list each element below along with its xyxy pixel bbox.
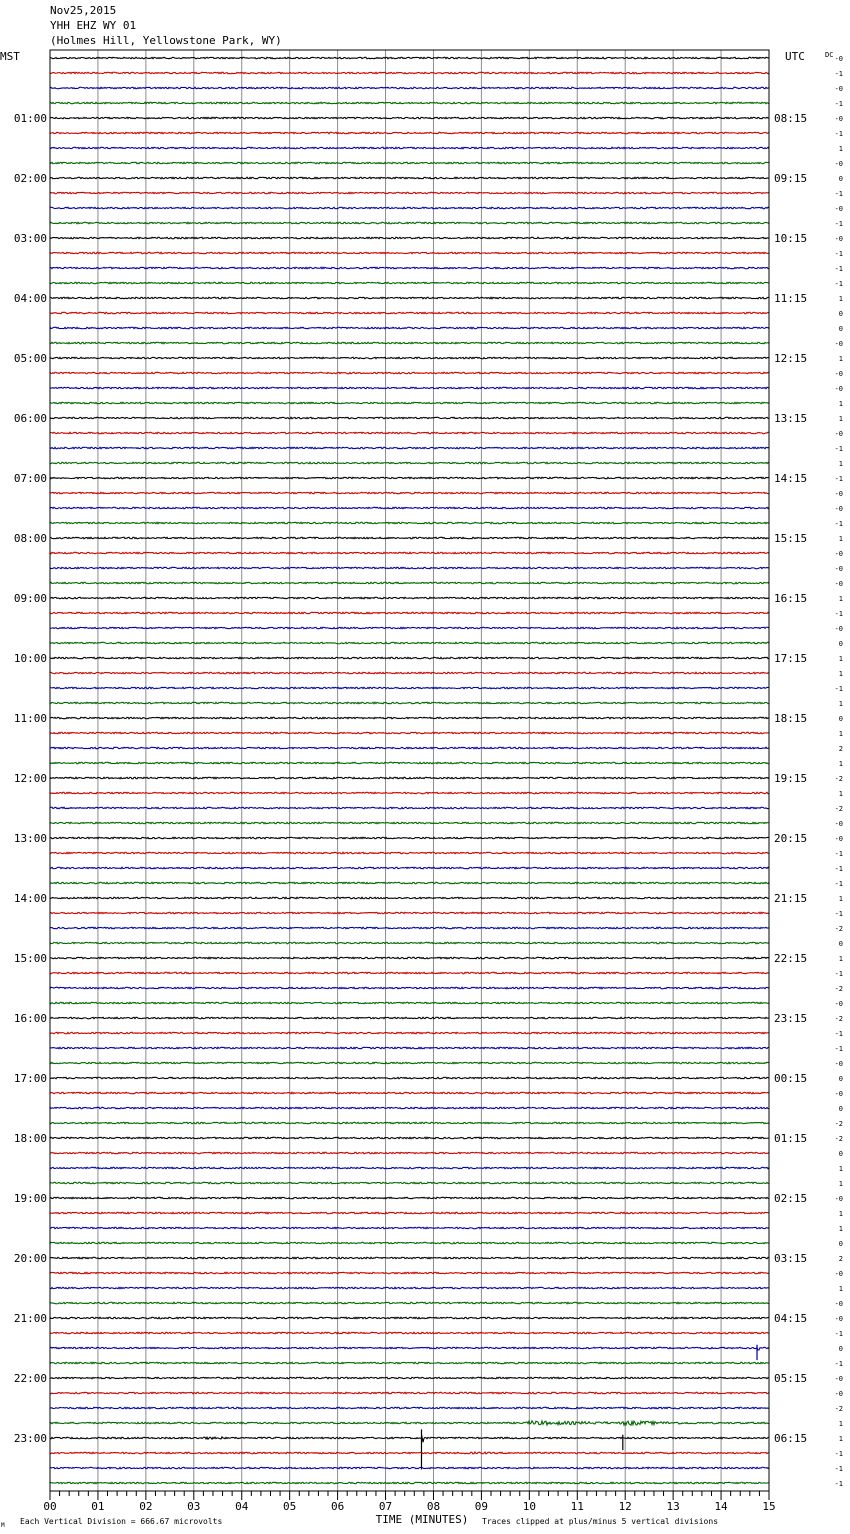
- utc-hour-label: 19:15: [774, 772, 808, 785]
- trace-line-73: [50, 1152, 769, 1154]
- dc-offset-label: 1: [838, 1435, 843, 1443]
- dc-offset-label: -0: [834, 85, 843, 93]
- dc-offset-label: 1: [838, 355, 843, 363]
- trace-line-19: [50, 342, 769, 344]
- trace-line-0: [50, 57, 769, 59]
- dc-offset-label: 1: [838, 670, 843, 678]
- utc-axis-label: UTC: [785, 50, 805, 63]
- trace-line-74: [50, 1167, 769, 1169]
- trace-line-37: [50, 612, 769, 614]
- dc-offset-label: 1: [838, 595, 843, 603]
- dc-offset-label: -1: [834, 1450, 843, 1458]
- trace-line-47: [50, 762, 769, 764]
- x-tick-label: 04: [235, 1500, 249, 1513]
- dc-offset-label: -0: [834, 1195, 843, 1203]
- trace-line-86: [50, 1347, 769, 1350]
- dc-offset-label: -1: [834, 130, 843, 138]
- dc-offset-label: 1: [838, 895, 843, 903]
- dc-offset-label: -2: [834, 1015, 843, 1023]
- trace-line-15: [50, 282, 769, 284]
- dc-offset-label: -2: [834, 985, 843, 993]
- trace-line-46: [50, 747, 769, 749]
- dc-offset-label: 2: [838, 1255, 843, 1263]
- utc-hour-label: 18:15: [774, 712, 808, 725]
- trace-line-81: [50, 1272, 769, 1274]
- utc-hour-label: 21:15: [774, 892, 808, 905]
- trace-line-54: [50, 867, 769, 869]
- trace-line-34: [50, 567, 769, 569]
- mst-hour-label: 11:00: [13, 712, 47, 725]
- trace-line-84: [50, 1317, 769, 1319]
- dc-offset-label: -0: [834, 340, 843, 348]
- trace-line-38: [50, 627, 769, 629]
- utc-hour-label: 20:15: [774, 832, 808, 845]
- dc-offset-label: 0: [838, 1150, 843, 1158]
- dc-offset-label: -1: [834, 1360, 843, 1368]
- dc-offset-label: 1: [838, 460, 843, 468]
- dc-offset-label: -0: [834, 1090, 843, 1098]
- mst-axis-label: MST: [0, 50, 20, 63]
- dc-offset-label: -0: [834, 235, 843, 243]
- trace-line-78: [50, 1227, 769, 1229]
- x-tick-label: 02: [139, 1500, 153, 1513]
- trace-line-53: [50, 852, 769, 854]
- x-tick-label: 08: [426, 1500, 441, 1513]
- dc-offset-label: -0: [834, 55, 843, 63]
- trace-line-60: [50, 957, 769, 959]
- trace-line-49: [50, 792, 769, 794]
- utc-hour-label: 13:15: [774, 412, 808, 425]
- trace-line-23: [50, 402, 769, 404]
- dc-offset-label: -2: [834, 775, 843, 783]
- mst-hour-label: 23:00: [13, 1432, 47, 1445]
- dc-offset-label: -0: [834, 835, 843, 843]
- trace-line-93: [50, 1452, 769, 1454]
- dc-offset-label: -1: [834, 1480, 843, 1488]
- x-tick-label: 15: [762, 1500, 776, 1513]
- dc-offset-label: 0: [838, 310, 843, 318]
- trace-line-25: [50, 432, 769, 434]
- trace-line-68: [50, 1077, 769, 1079]
- dc-offset-label: 1: [838, 700, 843, 708]
- dc-offset-label: -0: [834, 1375, 843, 1383]
- dc-offset-label: 2: [838, 745, 843, 753]
- utc-hour-label: 16:15: [774, 592, 808, 605]
- mst-hour-label: 10:00: [13, 652, 47, 665]
- trace-line-82: [50, 1287, 769, 1289]
- utc-hour-label: 04:15: [774, 1312, 808, 1325]
- mst-hour-label: 02:00: [13, 172, 47, 185]
- trace-line-83: [50, 1302, 769, 1304]
- trace-line-13: [50, 252, 769, 254]
- mst-hour-label: 14:00: [13, 892, 47, 905]
- dc-offset-label: -1: [834, 190, 843, 198]
- dc-offset-label: -0: [834, 385, 843, 393]
- trace-line-50: [50, 807, 769, 809]
- dc-column-label: DC: [825, 51, 834, 59]
- trace-line-21: [50, 372, 769, 374]
- trace-line-8: [50, 177, 769, 179]
- dc-offset-label: -0: [834, 1300, 843, 1308]
- trace-line-14: [50, 267, 769, 269]
- trace-line-2: [50, 87, 769, 89]
- dc-offset-label: -2: [834, 1120, 843, 1128]
- trace-line-12: [50, 237, 769, 239]
- utc-hour-label: 23:15: [774, 1012, 808, 1025]
- trace-line-64: [50, 1017, 769, 1019]
- x-tick-label: 01: [91, 1500, 105, 1513]
- trace-line-28: [50, 477, 769, 479]
- dc-offset-label: -1: [834, 475, 843, 483]
- mst-hour-label: 16:00: [13, 1012, 47, 1025]
- trace-line-44: [50, 717, 769, 719]
- utc-hour-label: 11:15: [774, 292, 808, 305]
- dc-offset-label: -1: [834, 100, 843, 108]
- mst-hour-label: 08:00: [13, 532, 47, 545]
- mst-hour-label: 20:00: [13, 1252, 47, 1265]
- trace-line-26: [50, 447, 769, 449]
- trace-line-57: [50, 912, 769, 914]
- trace-line-89: [50, 1392, 769, 1394]
- dc-offset-label: 1: [838, 1210, 843, 1218]
- trace-line-91: [50, 1421, 769, 1425]
- trace-line-35: [50, 582, 769, 584]
- clip-note: Traces clipped at plus/minus 5 vertical divisions: [482, 1517, 719, 1526]
- dc-offset-label: 1: [838, 400, 843, 408]
- trace-line-80: [50, 1257, 769, 1259]
- trace-line-79: [50, 1242, 769, 1244]
- utc-hour-label: 22:15: [774, 952, 808, 965]
- utc-hour-label: 10:15: [774, 232, 808, 245]
- x-tick-label: 10: [522, 1500, 536, 1513]
- trace-line-20: [50, 357, 769, 359]
- utc-hour-label: 12:15: [774, 352, 808, 365]
- dc-offset-label: -2: [834, 1135, 843, 1143]
- dc-offset-label: 0: [838, 715, 843, 723]
- dc-offset-label: -1: [834, 1465, 843, 1473]
- dc-offset-label: 1: [838, 955, 843, 963]
- utc-hour-label: 05:15: [774, 1372, 808, 1385]
- dc-offset-label: -0: [834, 160, 843, 168]
- trace-line-41: [50, 672, 769, 674]
- mst-hour-label: 12:00: [13, 772, 47, 785]
- trace-line-94: [50, 1467, 769, 1469]
- dc-offset-label: -0: [834, 820, 843, 828]
- mst-hour-label: 01:00: [13, 112, 47, 125]
- mst-hour-label: 06:00: [13, 412, 47, 425]
- trace-line-1: [50, 72, 769, 74]
- dc-offset-label: -1: [834, 610, 843, 618]
- trace-line-24: [50, 417, 769, 419]
- dc-offset-label: -1: [834, 445, 843, 453]
- dc-offset-label: -0: [834, 550, 843, 558]
- mst-hour-label: 19:00: [13, 1192, 47, 1205]
- dc-offset-label: -0: [834, 580, 843, 588]
- dc-offset-label: 1: [838, 535, 843, 543]
- vertical-division-note: Each Vertical Division = 666.67 microvolts: [20, 1517, 223, 1526]
- x-tick-label: 11: [570, 1500, 584, 1513]
- trace-line-77: [50, 1212, 769, 1214]
- x-axis-title: TIME (MINUTES): [375, 1513, 469, 1526]
- mst-hour-label: 13:00: [13, 832, 47, 845]
- trace-line-16: [50, 297, 769, 299]
- trace-line-72: [50, 1137, 769, 1139]
- dc-offset-label: 1: [838, 655, 843, 663]
- trace-line-58: [50, 927, 769, 929]
- dc-offset-label: -2: [834, 805, 843, 813]
- trace-line-67: [50, 1062, 769, 1064]
- trace-line-36: [50, 597, 769, 599]
- trace-line-59: [50, 942, 769, 944]
- dc-offset-label: -0: [834, 205, 843, 213]
- dc-offset-label: 1: [838, 1420, 843, 1428]
- x-tick-label: 14: [714, 1500, 728, 1513]
- mst-hour-label: 15:00: [13, 952, 47, 965]
- dc-offset-label: -0: [834, 565, 843, 573]
- trace-line-4: [50, 117, 769, 119]
- x-tick-label: 12: [618, 1500, 632, 1513]
- trace-line-55: [50, 882, 769, 884]
- utc-hour-label: 17:15: [774, 652, 808, 665]
- utc-hour-label: 06:15: [774, 1432, 808, 1445]
- dc-offset-label: -1: [834, 1030, 843, 1038]
- dc-offset-label: -1: [834, 850, 843, 858]
- trace-line-85: [50, 1332, 769, 1334]
- dc-offset-label: 1: [838, 730, 843, 738]
- utc-hour-label: 08:15: [774, 112, 808, 125]
- trace-line-42: [50, 687, 769, 689]
- dc-offset-label: 0: [838, 175, 843, 183]
- dc-offset-label: 0: [838, 640, 843, 648]
- dc-offset-label: -1: [834, 910, 843, 918]
- trace-line-3: [50, 102, 769, 104]
- trace-line-11: [50, 222, 769, 224]
- utc-hour-label: 15:15: [774, 532, 808, 545]
- dc-offset-label: 1: [838, 295, 843, 303]
- dc-offset-label: 1: [838, 1285, 843, 1293]
- station-location: (Holmes Hill, Yellowstone Park, WY): [50, 34, 282, 47]
- trace-line-17: [50, 312, 769, 314]
- trace-line-6: [50, 147, 769, 149]
- trace-line-95: [50, 1482, 769, 1484]
- trace-line-92: [50, 1437, 769, 1443]
- mst-hour-label: 21:00: [13, 1312, 47, 1325]
- trace-line-61: [50, 972, 769, 974]
- trace-line-31: [50, 522, 769, 524]
- dc-offset-label: -0: [834, 1270, 843, 1278]
- x-tick-label: 05: [283, 1500, 297, 1513]
- dc-offset-label: -0: [834, 115, 843, 123]
- mst-hour-label: 18:00: [13, 1132, 47, 1145]
- trace-line-22: [50, 387, 769, 389]
- trace-line-10: [50, 207, 769, 209]
- dc-offset-label: 0: [838, 1075, 843, 1083]
- trace-line-40: [50, 657, 769, 659]
- dc-offset-label: 0: [838, 940, 843, 948]
- dc-offset-label: -1: [834, 1330, 843, 1338]
- mst-hour-label: 17:00: [13, 1072, 47, 1085]
- trace-line-75: [50, 1182, 769, 1184]
- dc-offset-label: 0: [838, 325, 843, 333]
- dc-offset-label: -1: [834, 265, 843, 273]
- dc-offset-label: 1: [838, 415, 843, 423]
- dc-offset-label: 0: [838, 1105, 843, 1113]
- dc-offset-label: -2: [834, 925, 843, 933]
- trace-line-27: [50, 462, 769, 464]
- trace-line-39: [50, 642, 769, 644]
- dc-offset-label: 1: [838, 1180, 843, 1188]
- x-tick-label: 07: [378, 1500, 393, 1513]
- dc-offset-label: -0: [834, 1060, 843, 1068]
- dc-offset-label: 1: [838, 1225, 843, 1233]
- dc-offset-label: -1: [834, 280, 843, 288]
- x-tick-label: 06: [330, 1500, 345, 1513]
- trace-line-76: [50, 1197, 769, 1199]
- utc-hour-label: 02:15: [774, 1192, 808, 1205]
- x-tick-label: 03: [187, 1500, 201, 1513]
- dc-offset-label: -0: [834, 430, 843, 438]
- trace-line-87: [50, 1362, 769, 1364]
- dc-offset-label: 0: [838, 1240, 843, 1248]
- trace-line-52: [50, 837, 769, 839]
- dc-offset-label: -0: [834, 505, 843, 513]
- trace-line-48: [50, 777, 769, 779]
- trace-line-63: [50, 1002, 769, 1004]
- trace-line-9: [50, 192, 769, 194]
- dc-offset-label: -0: [834, 370, 843, 378]
- trace-line-66: [50, 1047, 769, 1049]
- trace-line-43: [50, 702, 769, 704]
- dc-offset-label: -0: [834, 1000, 843, 1008]
- trace-line-56: [50, 897, 769, 899]
- dc-offset-label: 0: [838, 1345, 843, 1353]
- plot-date: Nov25,2015: [50, 4, 117, 17]
- utc-hour-label: 14:15: [774, 472, 808, 485]
- mst-hour-label: 07:00: [13, 472, 47, 485]
- utc-hour-label: 01:15: [774, 1132, 808, 1145]
- dc-offset-label: -1: [834, 250, 843, 258]
- trace-line-70: [50, 1107, 769, 1109]
- trace-line-32: [50, 537, 769, 539]
- trace-line-18: [50, 327, 769, 329]
- dc-offset-label: -0: [834, 1390, 843, 1398]
- trace-line-5: [50, 132, 769, 134]
- dc-offset-label: 1: [838, 760, 843, 768]
- trace-line-29: [50, 492, 769, 494]
- trace-line-51: [50, 822, 769, 824]
- dc-offset-label: -1: [834, 880, 843, 888]
- dc-offset-label: -1: [834, 1045, 843, 1053]
- trace-line-88: [50, 1377, 769, 1379]
- dc-offset-label: -1: [834, 220, 843, 228]
- x-tick-label: 13: [666, 1500, 680, 1513]
- station-code: YHH EHZ WY 01: [50, 19, 137, 32]
- dc-offset-label: -1: [834, 970, 843, 978]
- dc-offset-label: 1: [838, 145, 843, 153]
- plot-frame: [50, 50, 769, 1491]
- mst-hour-label: 09:00: [13, 592, 47, 605]
- trace-line-69: [50, 1092, 769, 1094]
- dc-offset-label: -1: [834, 520, 843, 528]
- dc-offset-label: 1: [838, 790, 843, 798]
- mst-hour-label: 04:00: [13, 292, 47, 305]
- mst-hour-label: 05:00: [13, 352, 47, 365]
- dc-offset-label: -1: [834, 685, 843, 693]
- dc-offset-label: 1: [838, 1165, 843, 1173]
- dc-offset-label: -1: [834, 70, 843, 78]
- mst-hour-label: 22:00: [13, 1372, 47, 1385]
- dc-offset-label: -1: [834, 865, 843, 873]
- trace-line-90: [50, 1407, 769, 1409]
- dc-offset-label: -0: [834, 625, 843, 633]
- trace-line-45: [50, 732, 769, 734]
- trace-line-30: [50, 507, 769, 509]
- utc-hour-label: 09:15: [774, 172, 808, 185]
- dc-offset-label: -2: [834, 1405, 843, 1413]
- trace-line-71: [50, 1122, 769, 1124]
- dc-offset-label: -0: [834, 490, 843, 498]
- trace-line-65: [50, 1032, 769, 1034]
- mst-hour-label: 03:00: [13, 232, 47, 245]
- trace-line-7: [50, 162, 769, 164]
- x-tick-label: 09: [474, 1500, 489, 1513]
- trace-line-62: [50, 987, 769, 989]
- utc-hour-label: 03:15: [774, 1252, 808, 1265]
- trace-line-33: [50, 552, 769, 554]
- corner-mark: M: [1, 1522, 5, 1529]
- utc-hour-label: 00:15: [774, 1072, 808, 1085]
- dc-offset-label: -0: [834, 1315, 843, 1323]
- x-tick-label: 00: [43, 1500, 57, 1513]
